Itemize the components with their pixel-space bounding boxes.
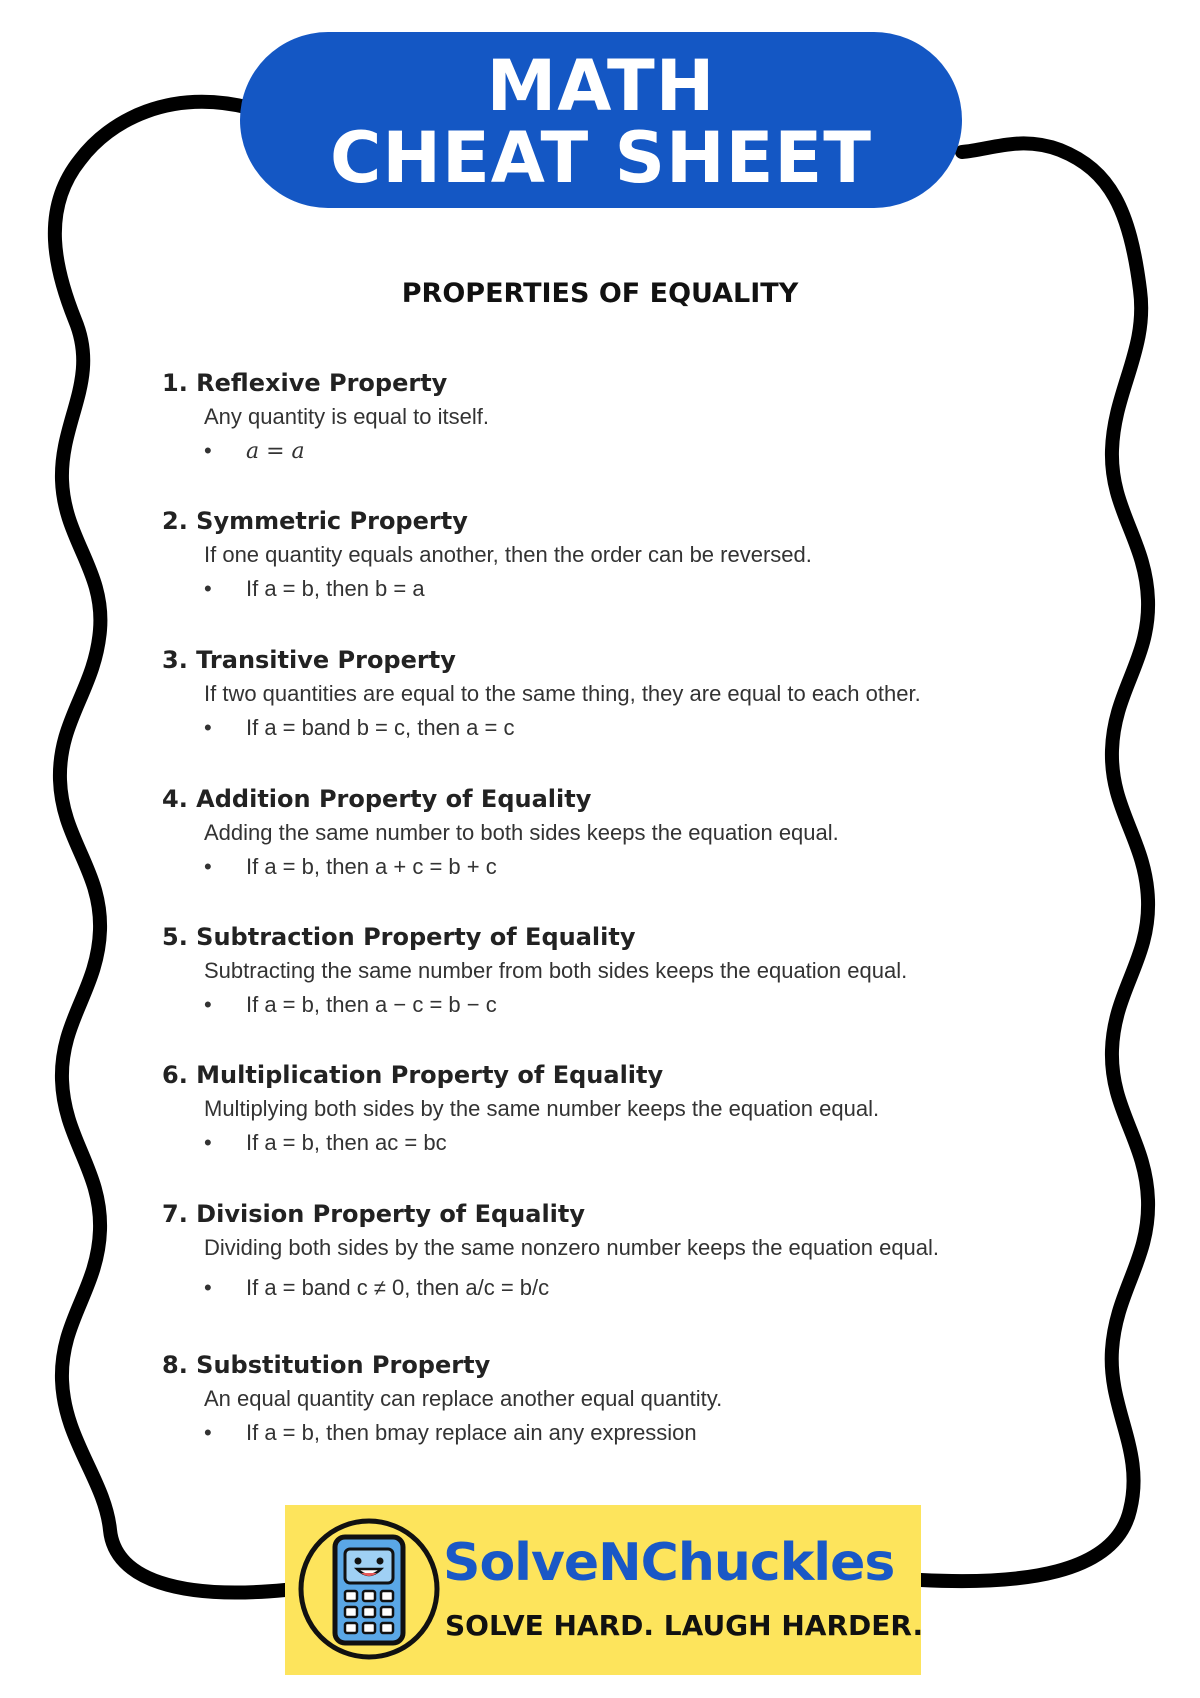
property-description: Dividing both sides by the same nonzero number keeps the equation equal.	[204, 1235, 940, 1260]
property-item-addition	[162, 782, 1062, 884]
property-description: Multiplying both sides by the same number keeps the equation equal.	[204, 1096, 880, 1121]
property-item-multiplication	[162, 1058, 1062, 1160]
bullet-icon: •	[204, 992, 212, 1017]
calculator-mascot-icon	[295, 1515, 443, 1663]
property-title: 6. Multiplication Property of Equality	[162, 1061, 664, 1089]
property-title: 2. Symmetric Property	[162, 507, 468, 535]
brand-tagline: SOLVE HARD. LAUGH HARDER.	[445, 1609, 924, 1642]
property-example	[204, 1416, 1062, 1450]
example-formula: If a = b, then bmay replace ain any expression	[246, 1420, 697, 1445]
example-formula: a = a	[246, 439, 305, 464]
property-item-symmetric	[162, 504, 1062, 606]
bullet-icon: •	[204, 715, 212, 740]
bullet-icon: •	[204, 1130, 212, 1155]
property-description: Subtracting the same number from both sides keeps the equation equal.	[204, 958, 908, 983]
section-title: PROPERTIES OF EQUALITY	[401, 278, 799, 309]
example-formula: If a = b, then ac = bc	[246, 1130, 447, 1155]
bullet-icon: •	[204, 576, 212, 601]
bullet-icon: •	[204, 1275, 212, 1300]
property-title: 7. Division Property of Equality	[162, 1200, 586, 1228]
bullet-icon: •	[204, 438, 212, 463]
property-example	[204, 711, 1062, 745]
property-title: 4. Addition Property of Equality	[162, 785, 592, 813]
property-item-division	[162, 1197, 1062, 1311]
property-item-transitive	[162, 643, 1062, 745]
property-description: If one quantity equals another, then the order can be reversed.	[204, 542, 812, 567]
property-example	[204, 988, 1062, 1022]
bullet-icon: •	[204, 1420, 212, 1445]
property-description: Any quantity is equal to itself.	[204, 404, 489, 429]
property-title: 1. Reflexive Property	[162, 369, 448, 397]
header-title-pill	[240, 32, 962, 208]
property-description: Adding the same number to both sides keeps the equation equal.	[204, 820, 839, 845]
example-formula: If a = b, then b = a	[246, 576, 425, 601]
brand-logo-banner	[285, 1505, 924, 1675]
header-title-line1: MATH	[486, 45, 716, 127]
example-formula: If a = band c ≠ 0, then a/c = b/c	[246, 1275, 550, 1300]
bullet-icon: •	[204, 854, 212, 879]
property-item-substitution	[162, 1348, 1062, 1450]
property-title: 3. Transitive Property	[162, 646, 456, 674]
property-example	[204, 434, 1062, 468]
header-title-line2: CHEAT SHEET	[329, 117, 872, 199]
example-formula: If a = b, then a + c = b + c	[246, 854, 497, 879]
property-item-reflexive	[162, 366, 1062, 468]
property-item-subtraction	[162, 920, 1062, 1022]
property-example	[204, 572, 1062, 606]
property-title: 5. Subtraction Property of Equality	[162, 923, 636, 951]
property-description: An equal quantity can replace another equal quantity.	[204, 1386, 723, 1411]
property-example	[204, 1126, 1062, 1160]
brand-name: SolveNChuckles	[443, 1533, 895, 1593]
example-formula: If a = band b = c, then a = c	[246, 715, 515, 740]
property-description: If two quantities are equal to the same thing, they are equal to each other.	[204, 681, 921, 706]
property-example	[204, 850, 1062, 884]
property-title: 8. Substitution Property	[162, 1351, 491, 1379]
example-formula: If a = b, then a − c = b − c	[246, 992, 497, 1017]
property-example	[204, 1265, 1062, 1311]
